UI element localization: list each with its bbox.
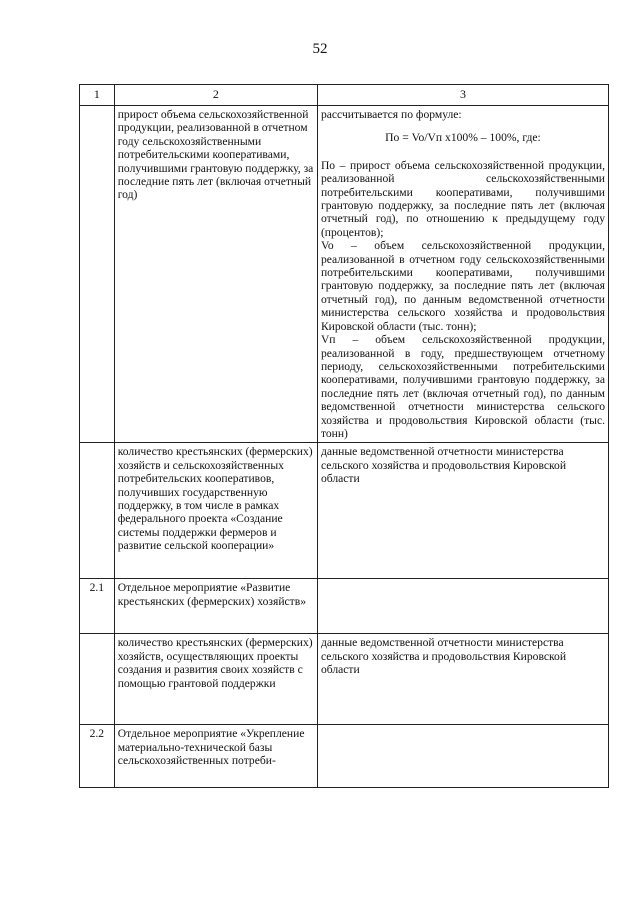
row3-indicator: Отдельное мероприятие «Развитие крестьянских (фермерских) хозяйств» — [114, 579, 317, 634]
header-col-3: 3 — [317, 85, 608, 106]
table-row — [80, 725, 609, 788]
row2-number — [80, 443, 115, 579]
row3-number: 2.1 — [80, 579, 115, 634]
row4-indicator: количество крестьянских (фермерских) хозяйств, осуществляющих проекты создания и развития своих хозяйств с помощью грантовой поддержки — [114, 634, 317, 725]
table-row — [80, 579, 609, 634]
row5-indicator: Отдельное мероприятие «Укрепление материально-технической базы сельскохозяйственных потреби- — [114, 725, 317, 788]
row2-indicator: количество крестьянских (фермерских) хозяйств и сельскохозяйственных потребительских кооперативов, получивших государственную поддержку, в том числе в рамках федерального проекта «Создание системы поддержки фермеров и развитие сельской кооперации» — [114, 443, 317, 579]
indicator-table — [79, 84, 609, 788]
row5-number: 2.2 — [80, 725, 115, 788]
row1-indicator: прирост объема сельскохозяйственной продукции, реализованной в отчетном году сельскохозяйственными потребительскими кооперативами, получившими грантовую поддержку, за последние пять лет (включая отчетный год) — [114, 106, 317, 443]
row3-method — [317, 579, 608, 634]
row4-method: данные ведомственной отчетности министерства сельского хозяйства и продовольствия Кировской области — [317, 634, 608, 725]
row5-method — [317, 725, 608, 788]
table-header-row — [80, 85, 609, 106]
def-vp: Vп – объем сельскохозяйственной продукции, реализованной в году, предшествующем отчетному периоду, сельскохозяйственными потребительскими кооперативами, получившими грантовую поддержку, за последние пять лет (включая отчетный год), по данным ведомственной отчетности министерства сельского хозяйства и продовольствия Кировской области (тыс. тонн) — [320, 333, 605, 440]
row4-number — [80, 634, 115, 725]
row1-number — [80, 106, 115, 443]
header-col-1: 1 — [80, 85, 115, 106]
table-row — [80, 443, 609, 579]
formula-intro: рассчитывается по формуле: — [320, 108, 462, 121]
page-number: 52 — [312, 41, 328, 57]
def-po: По – прирост объема сельскохозяйственной продукции, реализованной сельскохозяйственными потребительскими кооперативами, получившими грантовую поддержку, за последние пять лет (включая отчетный год), по отношению к предыдущему году (процентов); — [320, 158, 605, 239]
row1-method — [317, 106, 608, 443]
table-row — [80, 106, 609, 443]
formula: По = Vo/Vп x100% – 100%, где: — [385, 131, 541, 145]
def-vo: Vo – объем сельскохозяйственной продукции, реализованной в отчетном году сельскохозяйственными потребительскими кооперативами, получившими грантовую поддержку, за последние пять лет (включая отчетный год), по данным ведомственной отчетности министерства сельского хозяйства и продовольствия Кировской области (тыс. тонн); — [320, 239, 605, 333]
header-col-2: 2 — [114, 85, 317, 106]
table-row — [80, 634, 609, 725]
row2-method: данные ведомственной отчетности министерства сельского хозяйства и продовольствия Кировской области — [317, 443, 608, 579]
